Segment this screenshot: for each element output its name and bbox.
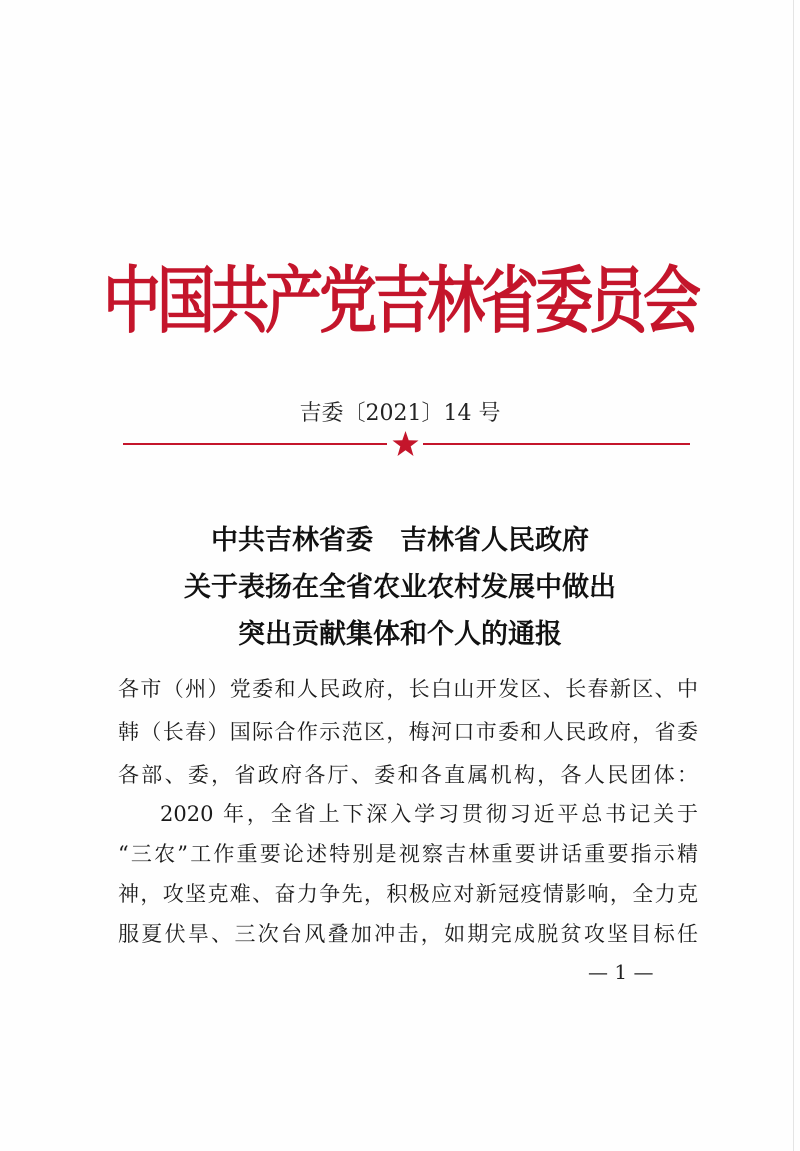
org-masthead: 中国共产党吉林省委员会	[102, 258, 697, 344]
document-title-line-1: 中共吉林省委 吉林省人民政府	[211, 525, 589, 556]
body-line: “三农”工作重要论述特别是视察吉林重要讲话重要指示精	[118, 842, 698, 866]
body-line: 服夏伏旱、三次台风叠加冲击，如期完成脱贫攻坚目标任	[118, 922, 698, 946]
body-line: 各部、委，省政府各厅、委和各直属机构，各人民团体：	[118, 763, 698, 787]
divider-line-left	[123, 443, 387, 445]
page-number: — 1 —	[588, 960, 654, 984]
document-title-line-2: 关于表扬在全省农业农村发展中做出	[184, 572, 616, 603]
document-number: 吉委〔2021〕14 号	[299, 401, 501, 426]
body-line: 2020 年，全省上下深入学习贯彻习近平总书记关于	[160, 802, 698, 826]
document-title-line-3: 突出贡献集体和个人的通报	[238, 619, 562, 650]
body-line: 神，攻坚克难、奋力争先，积极应对新冠疫情影响，全力克	[118, 882, 698, 906]
red-divider	[0, 431, 800, 457]
body-line: 韩（长春）国际合作示范区，梅河口市委和人民政府，省委	[118, 720, 698, 744]
body-line: 各市（州）党委和人民政府，长白山开发区、长春新区、中	[118, 677, 698, 701]
star-icon	[392, 431, 419, 457]
divider-line-right	[423, 443, 690, 445]
